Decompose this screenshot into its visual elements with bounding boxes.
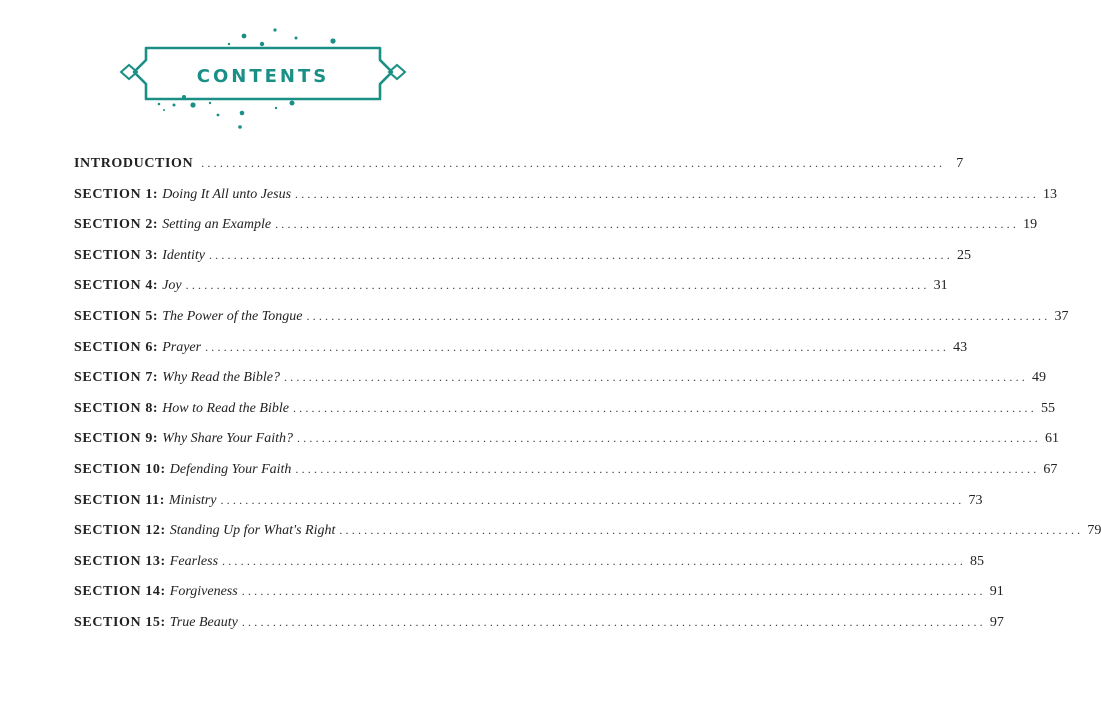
toc-entry-title: Why Read the Bible? <box>162 370 280 386</box>
toc-entry <box>74 240 971 271</box>
dot-leader: ........................................................................................................................ <box>306 308 1051 323</box>
toc-entry-title: Joy <box>162 278 182 294</box>
toc-entry-page-number: 61 <box>1045 431 1059 447</box>
dot-leader: ........................................................................................................................ <box>220 492 965 507</box>
toc-entry-page-number: 85 <box>970 553 985 569</box>
toc-entry-title: How to Read the Bible <box>162 400 289 416</box>
toc-entry-label: SECTION 15: <box>74 614 166 630</box>
dot-leader: ........................................................................................................................ <box>205 339 950 354</box>
toc-entry-label: SECTION 9: <box>74 431 159 447</box>
toc-entry-label: SECTION 7: <box>74 370 159 386</box>
toc-entry-title: Forgiveness <box>169 584 238 600</box>
toc-entry <box>74 423 1059 454</box>
toc-entry-page-number: 13 <box>1043 186 1058 202</box>
dot-leader: ........................................................................................................................ <box>241 584 986 599</box>
toc-entry <box>74 576 1004 607</box>
toc-entry-label: SECTION 6: <box>74 339 159 355</box>
toc-entry-label: SECTION 5: <box>74 308 159 324</box>
toc-entry-title: Prayer <box>162 339 202 355</box>
dot-leader: ........................................................................................................................ <box>283 370 1028 385</box>
toc-entry-page-number: 7 <box>956 156 964 171</box>
toc-entry-label: SECTION 1: <box>74 186 159 202</box>
toc-entry-title: Setting an Example <box>162 217 272 233</box>
toc-entry <box>74 607 1004 638</box>
toc-entry-page-number: 97 <box>989 614 1004 630</box>
toc-entry-label: INTRODUCTION <box>74 156 194 171</box>
toc-entry-label: SECTION 4: <box>74 278 159 294</box>
toc-entry-page-number: 91 <box>989 584 1004 600</box>
toc-entry-label: SECTION 2: <box>74 217 159 233</box>
toc-entry-page-number: 67 <box>1043 461 1058 477</box>
toc-entry-page-number: 31 <box>933 278 948 294</box>
toc-entry <box>74 301 1069 332</box>
toc-entry-title: The Power of the Tongue <box>162 308 303 324</box>
toc-entry <box>74 148 964 179</box>
dot-leader: ........................................................................................................................ <box>222 553 967 568</box>
toc-entry <box>74 393 1055 424</box>
dot-leader: ........................................................................................................................ <box>339 523 1084 538</box>
toc-entry <box>74 179 1058 210</box>
toc-entry-title: Ministry <box>169 492 217 508</box>
toc-entry-title: Doing It All unto Jesus <box>162 186 292 202</box>
toc-entry <box>74 454 1058 485</box>
dot-leader: ........................................................................................................................ <box>201 156 946 170</box>
toc-entry <box>74 515 1101 546</box>
dot-leader: ........................................................................................................................ <box>292 400 1037 415</box>
toc-entry-page-number: 49 <box>1031 370 1046 386</box>
dot-leader: ........................................................................................................................ <box>275 217 1020 232</box>
toc-entry-label: SECTION 14: <box>74 584 166 600</box>
dot-leader: ........................................................................................................................ <box>295 461 1040 476</box>
toc-entry-page-number: 25 <box>956 247 971 263</box>
toc-entry-label: SECTION 10: <box>74 461 166 477</box>
dot-leader: ........................................................................................................................ <box>208 247 953 262</box>
toc-entry-title: True Beauty <box>169 614 238 630</box>
dot-leader: ........................................................................................................................ <box>185 278 930 293</box>
toc-entry-page-number: 43 <box>953 339 968 355</box>
toc-entry <box>74 270 948 301</box>
dot-leader: ........................................................................................................................ <box>297 431 1041 446</box>
toc-entry <box>74 362 1046 393</box>
dot-leader: ........................................................................................................................ <box>295 186 1040 201</box>
toc-entry-label: SECTION 11: <box>74 492 166 508</box>
toc-entry-title: Why Share Your Faith? <box>162 431 293 447</box>
toc-entry <box>74 546 985 577</box>
table-of-contents <box>74 148 1101 638</box>
toc-entry-title: Fearless <box>169 553 219 569</box>
toc-entry-label: SECTION 8: <box>74 400 159 416</box>
toc-entry <box>74 332 968 363</box>
contents-heading: CONTENTS <box>196 65 330 87</box>
toc-entry-title: Standing Up for What's Right <box>169 523 336 539</box>
toc-entry-label: SECTION 3: <box>74 247 159 263</box>
toc-entry-page-number: 37 <box>1054 308 1069 324</box>
dot-leader: ........................................................................................................................ <box>241 614 986 629</box>
toc-entry-page-number: 73 <box>968 492 983 508</box>
toc-entry-title: Identity <box>162 247 205 263</box>
toc-entry <box>74 485 983 516</box>
toc-entry-page-number: 79 <box>1087 523 1101 539</box>
toc-entry-page-number: 19 <box>1023 217 1038 233</box>
toc-entry-page-number: 55 <box>1040 400 1055 416</box>
toc-entry-label: SECTION 13: <box>74 553 166 569</box>
toc-entry-label: SECTION 12: <box>74 523 166 539</box>
toc-entry <box>74 209 1038 240</box>
toc-entry-title: Defending Your Faith <box>169 461 292 477</box>
